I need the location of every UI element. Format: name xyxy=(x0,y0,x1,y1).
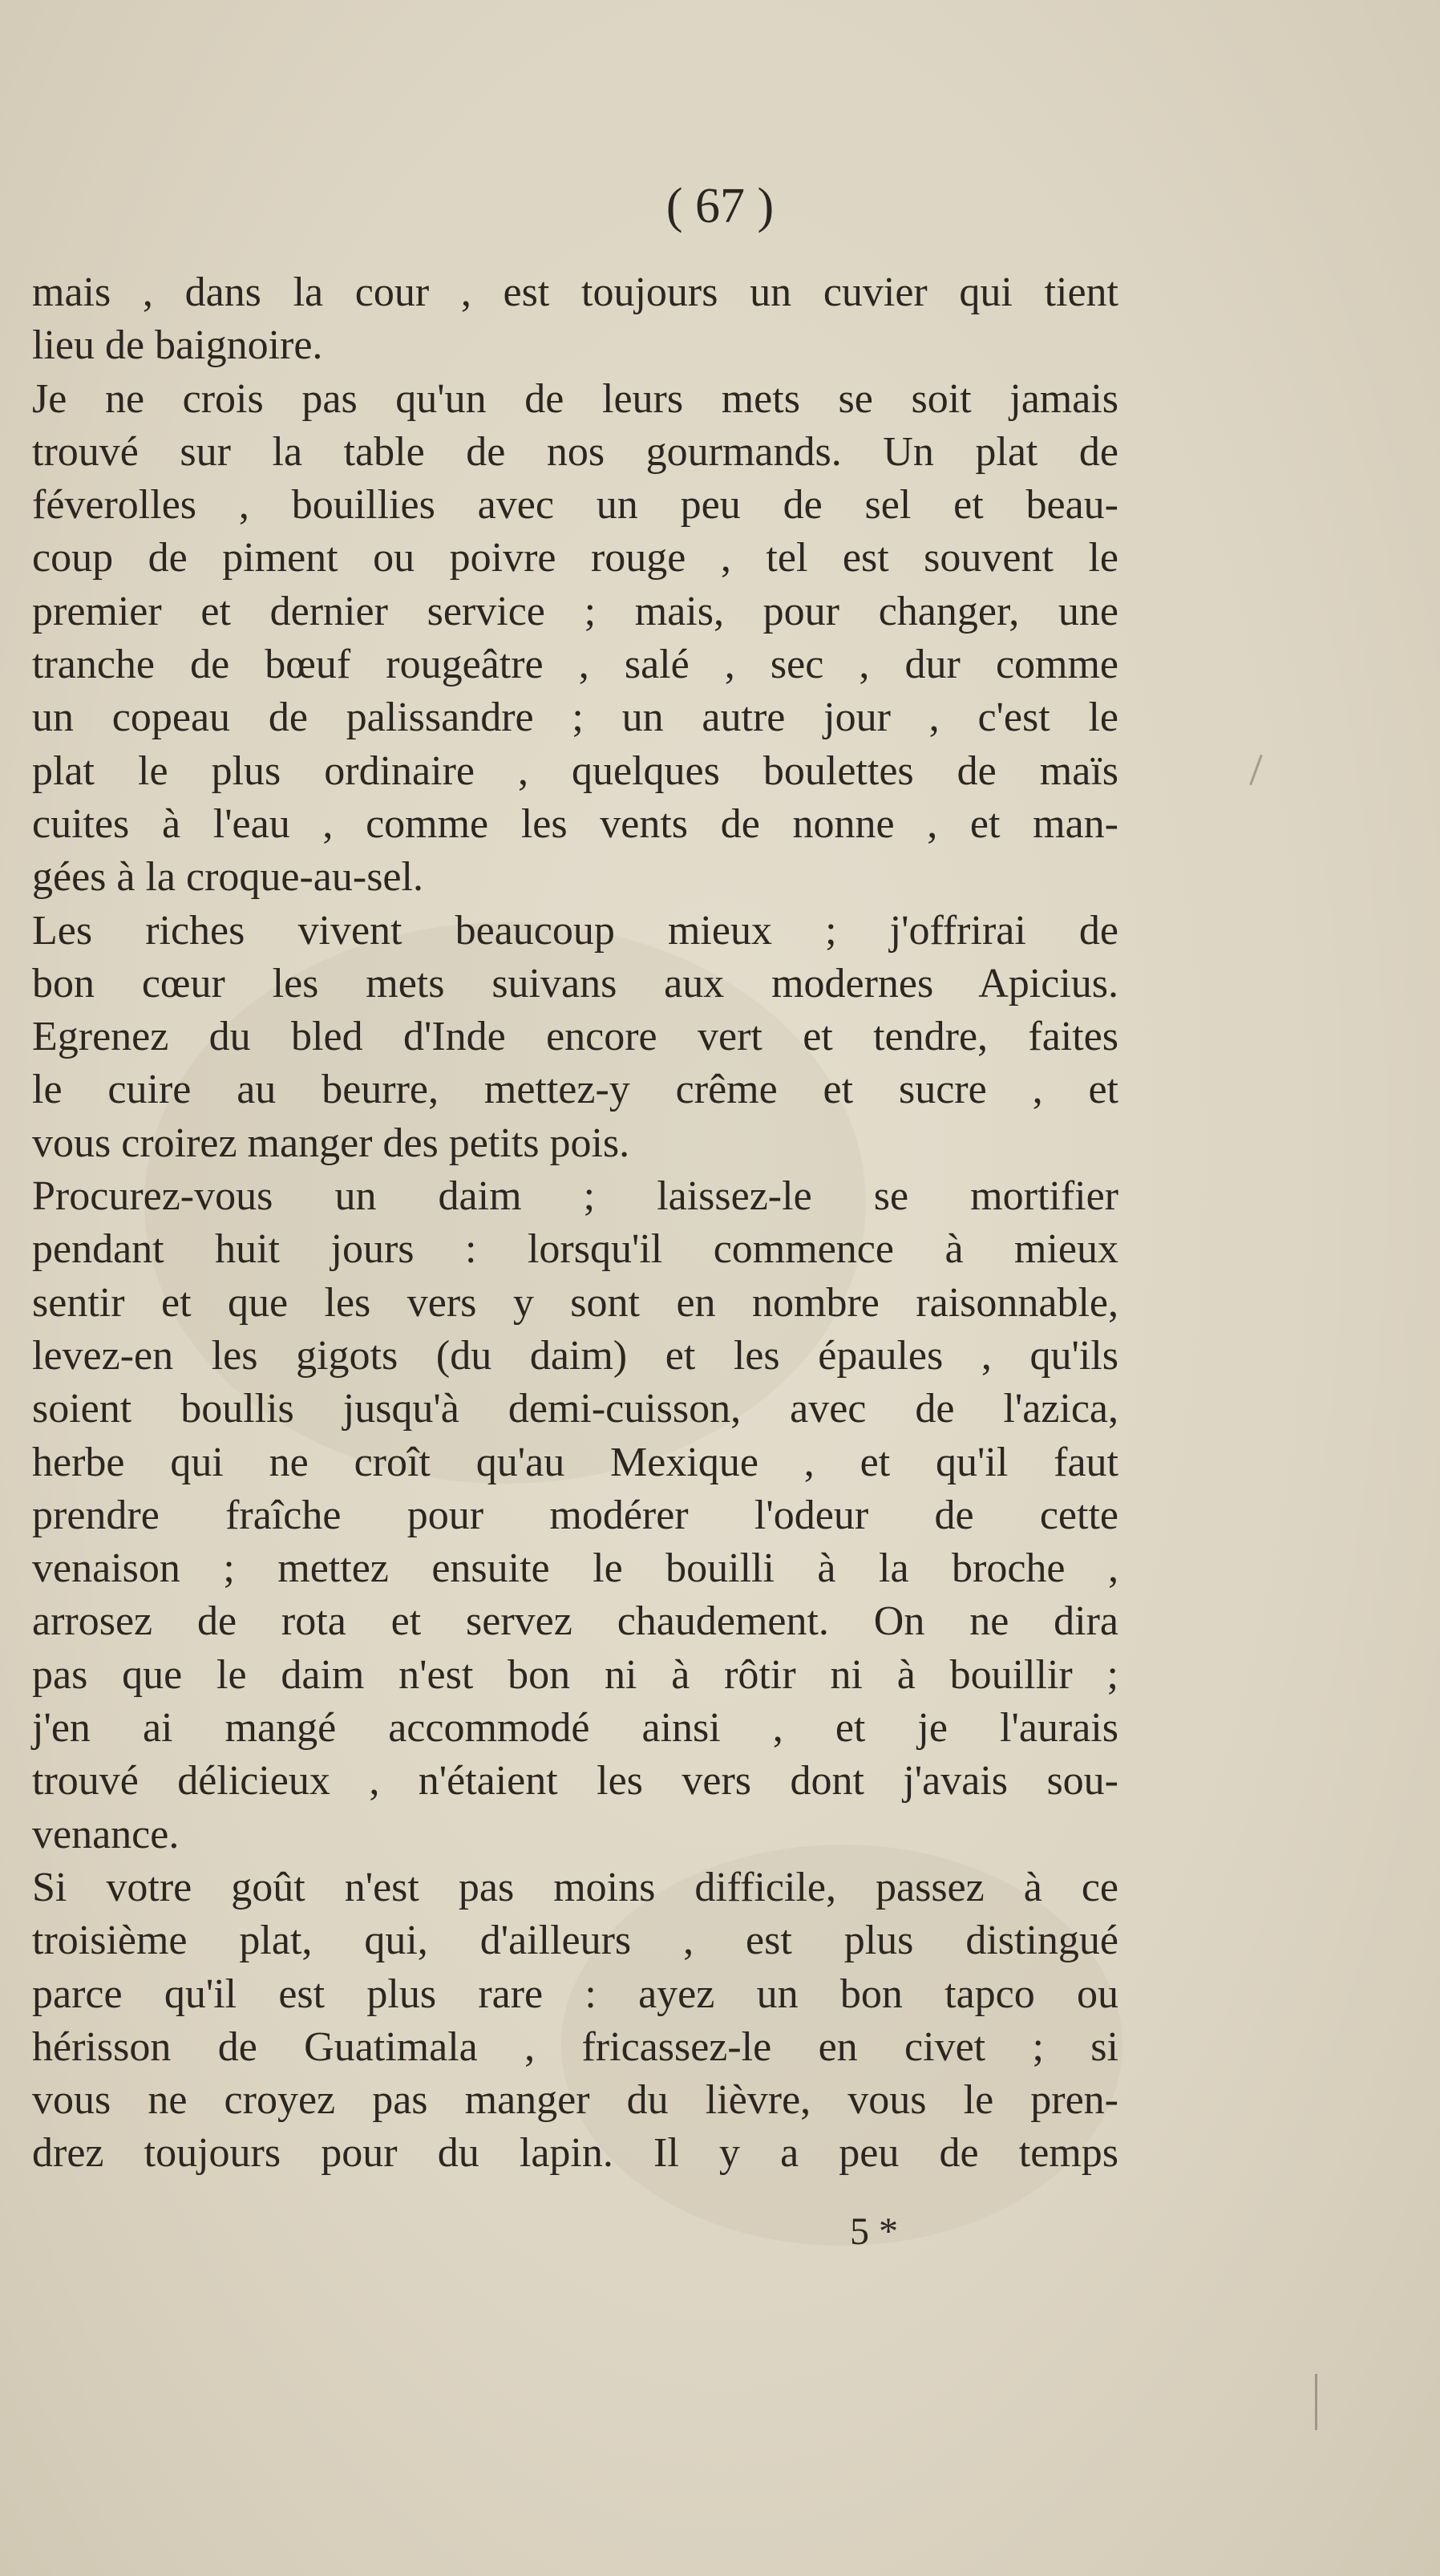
text-line: cuites à l'eau , comme les vents de nonne , et man- xyxy=(32,800,1118,847)
body-text xyxy=(32,266,1118,2181)
text-line: Si votre goût n'est pas moins difficile, passez à ce xyxy=(32,1864,1118,1910)
text-line: Les riches vivent beaucoup mieux ; j'offrirai de xyxy=(32,907,1118,954)
text-line: hérisson de Guatimala , fricassez-le en civet ; si xyxy=(32,2023,1118,2070)
text-line: vous ne croyez pas manger du lièvre, vous le pren- xyxy=(32,2077,1118,2124)
text-line: trouvé sur la table de nos gourmands. Un plat de xyxy=(32,428,1118,475)
text-line: bon cœur les mets suivans aux modernes Apicius. xyxy=(32,960,1118,1007)
text-line: trouvé délicieux , n'étaient les vers dont j'avais sou- xyxy=(32,1758,1118,1804)
text-line: premier et dernier service ; mais, pour changer, une xyxy=(32,588,1118,634)
text-line: Egrenez du bled d'Inde encore vert et tendre, faites xyxy=(32,1014,1118,1060)
text-line: mais , dans la cour , est toujours un cuvier qui tient xyxy=(32,269,1118,315)
text-line: féverolles , bouillies avec un peu de sel et beau- xyxy=(32,482,1118,529)
page-number-header: ( 67 ) xyxy=(665,179,775,233)
text-line: le cuire au beurre, mettez-y crême et sucre , et xyxy=(32,1067,1118,1113)
text-line: coup de piment ou poivre rouge , tel est souvent le xyxy=(32,535,1118,581)
text-line: j'en ai mangé accommodé ainsi , et je l'aurais xyxy=(32,1705,1118,1752)
text-line: drez toujours pour du lapin. Il y a peu de temps xyxy=(32,2130,1118,2177)
text-line: venance. xyxy=(32,1811,180,1857)
text-line: Procurez-vous un daim ; laissez-le se mortifier xyxy=(32,1173,1118,1220)
text-line: soient boullis jusqu'à demi-cuisson, avec de l'azica, xyxy=(32,1386,1118,1432)
text-line: prendre fraîche pour modérer l'odeur de cette xyxy=(32,1492,1118,1538)
text-line: lieu de baignoire. xyxy=(32,322,323,369)
text-line: un copeau de palissandre ; un autre jour , c'est le xyxy=(32,695,1118,741)
text-line: gées à la croque-au-sel. xyxy=(32,854,423,901)
text-line: Je ne crois pas qu'un de leurs mets se soit jamais xyxy=(32,375,1118,422)
text-line: herbe qui ne croît qu'au Mexique , et qu'il faut xyxy=(32,1439,1118,1485)
text-line: pas que le daim n'est bon ni à rôtir ni à bouillir ; xyxy=(32,1651,1118,1698)
text-line: tranche de bœuf rougeâtre , salé , sec , dur comme xyxy=(32,642,1118,688)
text-line: levez-en les gigots (du daim) et les épaules , qu'ils xyxy=(32,1332,1118,1379)
text-line: parce qu'il est plus rare : ayez un bon tapco ou xyxy=(32,1970,1118,2017)
paper-mark xyxy=(1315,2374,1317,2430)
paper-mark xyxy=(1249,755,1263,786)
text-line: venaison ; mettez ensuite le bouilli à la broche , xyxy=(32,1545,1118,1592)
text-line: pendant huit jours : lorsqu'il commence à mieux xyxy=(32,1226,1118,1273)
text-line: troisième plat, qui, d'ailleurs , est plus distingué xyxy=(32,1918,1118,1964)
text-line: arrosez de rota et servez chaudement. On ne dira xyxy=(32,1598,1118,1645)
text-line: plat le plus ordinaire , quelques boulettes de maïs xyxy=(32,747,1118,794)
text-line: vous croirez manger des petits pois. xyxy=(32,1120,630,1166)
text-line: sentir et que les vers y sont en nombre raisonnable, xyxy=(32,1279,1118,1326)
signature-mark: 5 * xyxy=(850,2210,898,2253)
